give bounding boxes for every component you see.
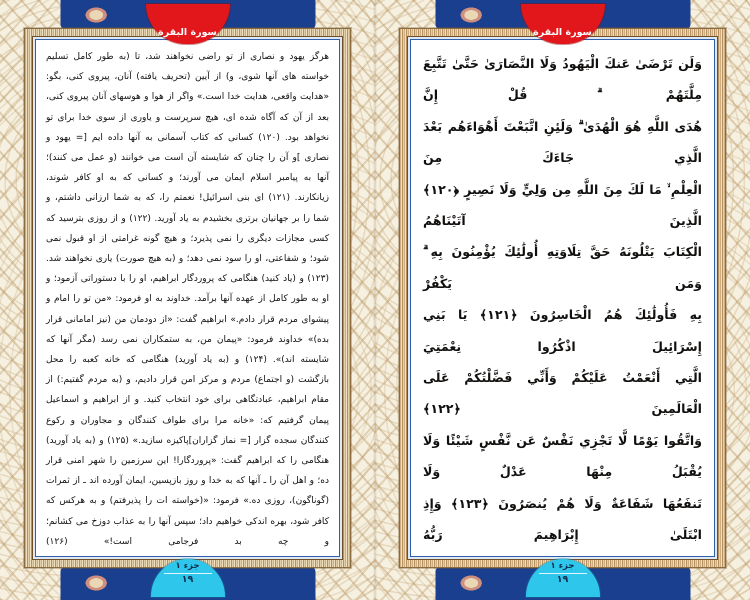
page-frame-inner-left xyxy=(35,39,340,557)
juz-label-left: جزء ۱ xyxy=(175,561,200,571)
arabic-quran-text xyxy=(411,40,714,556)
persian-translation-text: هرگز یهود و نصاری از تو راضی نخواهند شد، تا (به طور کامل تسلیم خواسته های آنها شوی، و) از آیین (تحریف یافته) آنان، پیروی کنی، بگو: «هدایت واقعی، هدایت خدا است.» واگر از هوا و هوسهای آنان پیروی کنی، بعد از آن که آگاه شده ای، هیچ سرپرست و یاوری از سوی خدا برای تو نخواهد بود. (۱۲۰) کسانی که کتاب آسمانی به آنها داده ایم [= یهود و نصاری ]و آن را چنان که شایسته آن است می خوانند (و عمل می کنند)؛ آنها به پیامبر اسلام ایمان می آورند؛ و کسانی که به او کافر شوند، زیانکارند. (۱۲۱) ای بنی اسرائیل! نعمتم را، که به شما ارزانی داشتم، و شما را بر جهانیان برتری بخشیدم به یاد آورید. (۱۲۲) و از روزی بترسید که کسی مجازات دیگری را نمی پذیرد؛ و هیچ گونه غرامتی از او قبول نمی شود؛ و شفاعتی، او را سود نمی دهد؛ و (به هیچ صورت) یاری نخواهند شد. (۱۲۳) و (یاد کنید) هنگامی که پروردگار ابراهیم، او را با دستوراتی آزمود؛ و او به طور کامل از عهده آنها برآمد. خداوند به او فرمود: «من تو را امام و پیشوای مردم قرار دادم.» ابراهیم گفت: «از دودمان من (نیز امامانی قرار بده)» خداوند فرمود: «پیمان من، به ستمکاران نمی رسد (مگر آنها که شایسته اند)». (۱۲۴) و (به یاد آورید) هنگامی که خانه کعبه را محل بازگشت (و اجتماع) مردم و مرکز امن قرار دادیم، و (به مردم گفتیم:) از مقام ابراهیم، عبادتگاهی برای خود انتخاب کنید. و از ابراهیم و اسماعیل پیمان گرفتیم که: «خانه مرا برای طواف کنندگان و مجاوران و رکوع کنندگان سجده گزار [= نماز گزاران]پاکیزه سازید.» (۱۲۵) و (به یاد آورید) هنگامی را که ابراهیم گفت: «پروردگارا! این سرزمین را شهر امنی قرار ده؛ و اهل آن را ـ آنها که به خدا و روز بازپسین، ایمان آورده اند ـ از ثمرات (گوناگون)، روزی ده.» فرمود: «(خواسته ات را پذیرفتم) و به هرکس که کافر شود، بهره اندکی خواهیم داد؛ سپس آنها را به عذاب دوزخ می کشانم؛ و چه بد فرجامی است!» (۱۲۶) xyxy=(46,52,330,547)
arabic-ayah-line: بِهِ فَأُولَٰئِكَ هُمُ الْخَاسِرُونَ ﴿١٢١﴾ يَا بَنِي إِسْرَائِيلَ اذْكُرُوا نِعْمَتِيَ xyxy=(423,307,702,354)
arabic-ayah-line: الْكِتَابَ يَتْلُونَهُ حَقَّ تِلَاوَتِهِ أُولَٰئِكَ يُؤْمِنُونَ بِهِ ۗ وَمَن يَكْفُرْ xyxy=(423,244,702,291)
arabic-ayah-line: هُدَى اللَّهِ هُوَ الْهُدَىٰ ۗ وَلَئِنِ اتَّبَعْتَ أَهْوَاءَهُم بَعْدَ الَّذِي جَاءَكَ مِنَ xyxy=(423,118,702,166)
arabic-ayah-line: تَنفَعُهَا شَفَاعَةٌ وَلَا هُمْ يُنصَرُونَ ﴿١٢٣﴾ وَإِذِ ابْتَلَىٰ إِبْرَاهِيمَ رَبُّهُ xyxy=(423,495,702,543)
arabic-ayah-line: وَلَن تَرْضَىٰ عَنكَ الْيَهُودُ وَلَا النَّصَارَىٰ حَتَّىٰ تَتَّبِعَ مِلَّتَهُمْ ۗ قُلْ إِنَّ xyxy=(423,56,702,103)
right-page-arabic xyxy=(375,0,750,600)
surah-title-text-right: سورة البقرة xyxy=(533,27,592,38)
surah-title-text-left: سورة البقرة xyxy=(158,27,217,38)
arabic-ayah-line: الَّتِي أَنْعَمْتُ عَلَيْكُمْ وَأَنِّي فَضَّلْتُكُمْ عَلَى الْعَالَمِينَ ﴿١٢٢﴾ xyxy=(423,370,702,417)
arabic-ayah-line: الْعِلْمِ ۙ مَا لَكَ مِنَ اللَّهِ مِن وَلِيٍّ وَلَا نَصِيرٍ ﴿١٢٠﴾ الَّذِينَ آتَيْنَاهُمُ xyxy=(423,181,702,229)
page-frame-inner-right xyxy=(410,39,715,557)
page-number-right: ۱۹ xyxy=(556,574,569,586)
arabic-ayah-line: وَاتَّقُوا يَوْمًا لَّا تَجْزِي نَفْسٌ عَن نَّفْسٍ شَيْئًا وَلَا يُقْبَلُ مِنْهَا عَدْلٌ وَلَا xyxy=(423,432,702,480)
arabic-ayah-line xyxy=(423,551,702,557)
page-frame-mid-right xyxy=(407,36,718,560)
page-number-left: ۱۹ xyxy=(181,574,194,586)
page-frame-mid-left xyxy=(32,36,343,560)
page-frame-right xyxy=(399,28,726,568)
page-frame-left xyxy=(24,28,351,568)
juz-label-right: جزء ۱ xyxy=(550,561,575,571)
